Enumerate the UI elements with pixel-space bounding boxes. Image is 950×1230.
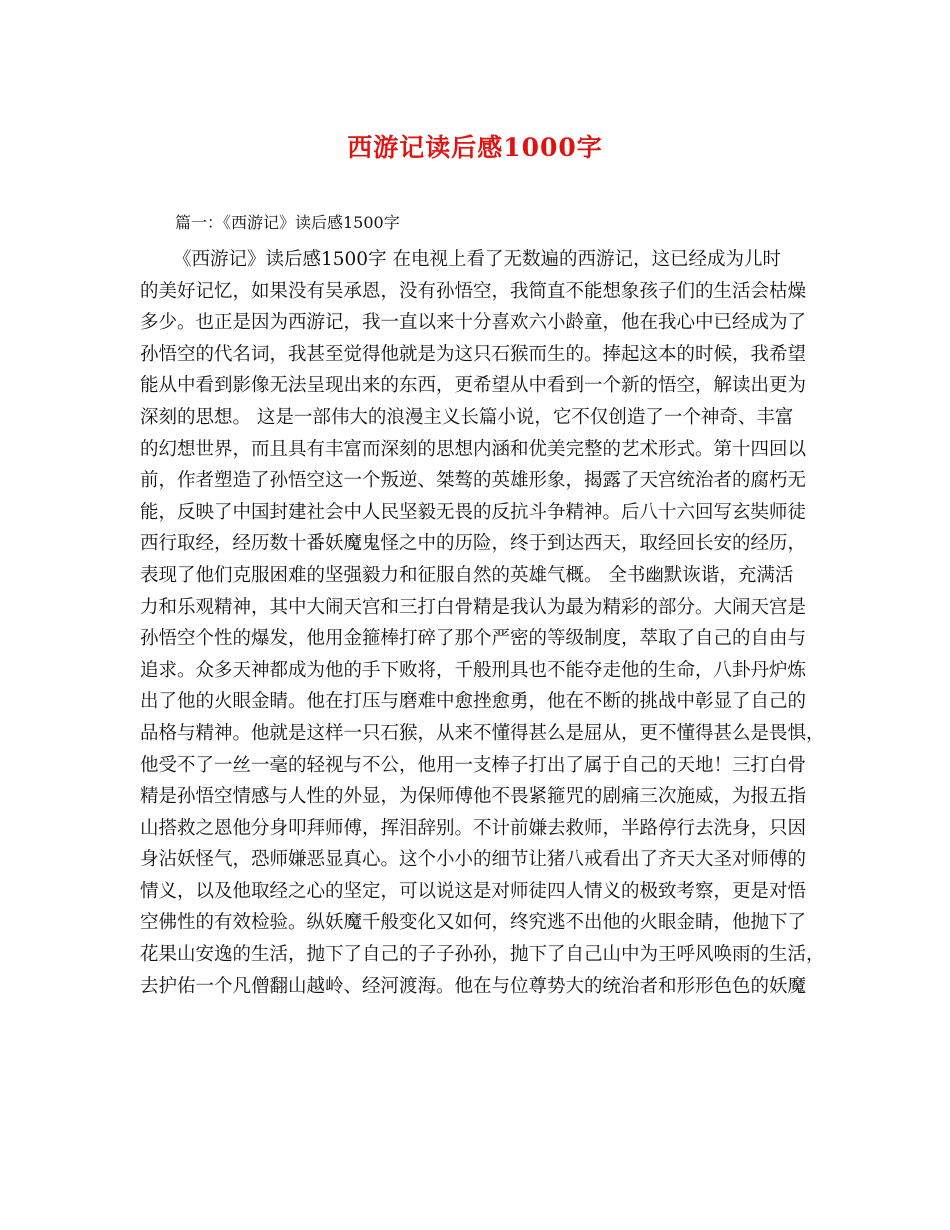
body-line: 《西游记》读后感1500字 在电视上看了无数遍的西游记，这已经成为儿时: [173, 249, 781, 270]
body-line: 山搭救之恩他分身叩拜师傅，挥泪辞别。不计前嫌去救师，半路停行去洗身，只因: [140, 817, 807, 839]
body-line: 前，作者塑造了孙悟空这一个叛逆、桀骜的英雄形象，揭露了天宫统治者的腐朽无: [140, 470, 807, 492]
document-title: 西游记读后感1000字: [347, 133, 603, 162]
body-line: 品格与精神。他就是这样一只石猴，从来不懂得甚么是屈从，更不懂得甚么是畏惧，: [140, 722, 825, 744]
body-line: 空佛性的有效检验。纵妖魔千般变化又如何，终究逃不出他的火眼金睛，他抛下了: [140, 912, 807, 934]
body-line: 情义，以及他取经之心的坚定，可以说这是对师徒四人情义的极致考察，更是对悟: [140, 880, 807, 902]
body-line: 孙悟空的代名词，我甚至觉得他就是为这只石猴而生的。捧起这本的时候，我希望: [140, 343, 807, 365]
body-line: 他受不了一丝一毫的轻视与不公，他用一支棒子打出了属于自己的天地！三打白骨: [140, 754, 807, 776]
body-line: 花果山安逸的生活，抛下了自己的子子孙孙，抛下了自己山中为王呼风唤雨的生活，: [140, 944, 825, 966]
body-line: 西行取经，经历数十番妖魔鬼怪之中的历险，终于到达西天，取经回长安的经历，: [140, 533, 807, 555]
body-line: 出了他的火眼金睛。他在打压与磨难中愈挫愈勇，他在不断的挑战中彰显了自己的: [140, 691, 807, 713]
body-text: [140, 244, 830, 1002]
body-line: 能，反映了中国封建社会中人民坚毅无畏的反抗斗争精神。后八十六回写玄奘师徒: [140, 501, 807, 523]
body-line: 能从中看到影像无法呈现出来的东西，更希望从中看到一个新的悟空，解读出更为: [140, 375, 807, 397]
body-line: 的幻想世界，而且具有丰富而深刻的思想内涵和优美完整的艺术形式。第十四回以: [140, 438, 807, 460]
body-line: 的美好记忆，如果没有吴承恩，没有孙悟空，我简直不能想象孩子们的生活会枯燥: [140, 280, 807, 302]
body-line: 去护佑一个凡僧翻山越岭、经河渡海。他在与位尊势大的统治者和形形色色的妖魔: [140, 975, 807, 997]
body-line: 追求。众多天神都成为他的手下败将，千般刑具也不能夺走他的生命，八卦丹炉炼: [140, 659, 807, 681]
body-line: 表现了他们克服困难的坚强毅力和征服自然的英雄气概。 全书幽默诙谐，充满活: [140, 564, 794, 586]
body-line: 孙悟空个性的爆发，他用金箍棒打碎了那个严密的等级制度，萃取了自己的自由与: [140, 628, 807, 650]
body-line: 深刻的思想。 这是一部伟大的浪漫主义长篇小说，它不仅创造了一个神奇、丰富: [140, 406, 794, 428]
body-line: 多少。也正是因为西游记，我一直以来十分喜欢六小龄童，他在我心中已经成为了: [140, 312, 807, 334]
body-line: 精是孙悟空情感与人性的外显，为保师傅他不畏紧箍咒的剧痛三次施威，为报五指: [140, 786, 807, 808]
body-line: 力和乐观精神，其中大闹天宫和三打白骨精是我认为最为精彩的部分。大闹天宫是: [140, 596, 807, 618]
body-line: 身沾妖怪气，恐师嫌恶显真心。这个小小的细节让猪八戒看出了齐天大圣对师傅的: [140, 849, 807, 871]
section-heading: 篇一：《西游记》读后感1500字: [175, 213, 400, 232]
